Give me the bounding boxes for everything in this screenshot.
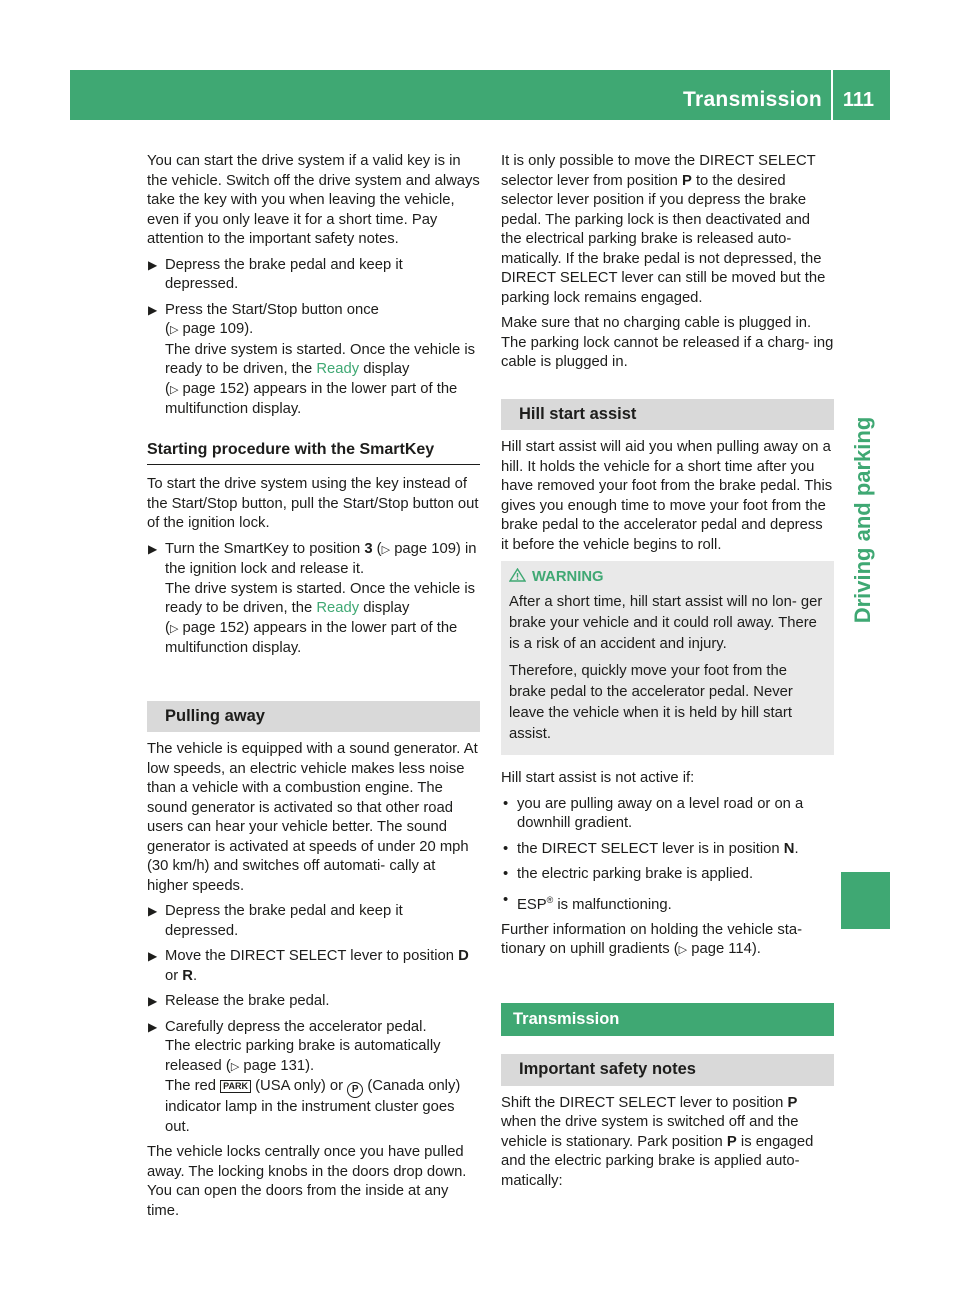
bullet-icon: • bbox=[503, 840, 509, 857]
selector-paragraph bbox=[501, 152, 834, 308]
ready-display-text: Ready bbox=[316, 600, 360, 616]
paragraph-text: It is only possible to move the DIRECT SELECT selector lever from position bbox=[501, 153, 816, 189]
list-item bbox=[501, 795, 834, 834]
safety-paragraph bbox=[501, 1094, 834, 1192]
step-text: The red bbox=[165, 1078, 216, 1094]
paragraph-text: is engaged and the electric parking brake is applied auto- matically: bbox=[501, 1133, 814, 1189]
registered-mark: ® bbox=[546, 894, 554, 905]
bullet-icon: • bbox=[503, 891, 509, 908]
page-reference[interactable]: page 152) appears in the lower part of the multifunction display. bbox=[165, 380, 458, 417]
page-ref-icon: ▷ bbox=[381, 543, 391, 556]
step-text: Carefully depress the accelerator pedal. bbox=[165, 1018, 427, 1035]
step-text: Release the brake pedal. bbox=[165, 993, 330, 1009]
list-item bbox=[501, 865, 834, 885]
paragraph-text: when the drive system is switched off and the vehicle is stationary. Park position bbox=[501, 1114, 799, 1150]
arrow-icon: ▶ bbox=[148, 994, 158, 1008]
step-text: or bbox=[165, 967, 179, 984]
arrow-icon: ▶ bbox=[148, 904, 158, 918]
list-item bbox=[501, 891, 834, 915]
parking-brake-indicator-icon: P bbox=[347, 1082, 363, 1098]
side-tab-marker bbox=[841, 872, 890, 929]
list-text: is malfunctioning. bbox=[557, 896, 672, 913]
step-text: Press the Start/Stop button once bbox=[165, 301, 379, 318]
intro-paragraph: You can start the drive system if a valid key is in the vehicle. Switch off the drive system and always take the key with you when leaving the vehicle, even if you only leave it for a short time. Pay attention to the important safety notes. bbox=[147, 153, 480, 247]
paragraph-text: to the desired selector lever position if you depress the brake pedal. The parking lock is then deactivated and the electrical parking brake is released auto- matically. If the brake pedal is not depressed, the DIRECT SELECT lever can still be moved but the parking lock remains engaged. bbox=[501, 172, 826, 306]
page-reference[interactable]: page 131). bbox=[243, 1057, 315, 1074]
page-reference[interactable]: page 109). bbox=[182, 321, 254, 337]
list-text: you are pulling away on a level road or on a downhill gradient. bbox=[517, 795, 804, 831]
warning-triangle-icon bbox=[509, 568, 526, 582]
list-text: the electric parking brake is applied. bbox=[517, 866, 754, 882]
page-reference[interactable]: page 152) appears in the lower part of the multifunction display. bbox=[165, 619, 458, 656]
list-text: the DIRECT SELECT lever is in position bbox=[517, 840, 780, 857]
page-ref-icon: ▷ bbox=[678, 944, 688, 957]
warning-label: WARNING bbox=[532, 569, 604, 585]
warning-text: Therefore, quickly move your foot from the brake pedal to the accelerator pedal. Never leave the vehicle when it is held by hill start assist. bbox=[509, 663, 793, 742]
step-text: (USA only) or bbox=[255, 1078, 344, 1094]
paragraph-text: Shift the DIRECT SELECT lever to position bbox=[501, 1094, 784, 1111]
arrow-icon: ▶ bbox=[148, 302, 158, 317]
page-ref-icon: ▷ bbox=[169, 383, 179, 396]
step-text: The drive system is started. Once the vehicle is ready to be driven, the bbox=[165, 580, 476, 616]
ready-display-text: Ready bbox=[316, 361, 360, 377]
step-text: Depress the brake pedal and keep it depressed. bbox=[165, 903, 403, 939]
bullet-icon: • bbox=[503, 866, 509, 882]
section-heading: Starting procedure with the SmartKey bbox=[147, 428, 480, 466]
page-reference[interactable]: page 114). bbox=[691, 941, 761, 958]
step-item bbox=[147, 902, 480, 941]
page-ref-icon: ▷ bbox=[169, 622, 179, 635]
arrow-icon: ▶ bbox=[148, 1019, 158, 1034]
page-number: 111 bbox=[842, 89, 874, 111]
closing-paragraph: The vehicle locks centrally once you have pulled away. The locking knobs in the doors drop down. You can open the doors from the inside at any time. bbox=[147, 1144, 467, 1219]
further-info-paragraph bbox=[501, 921, 834, 961]
section-heading: Pulling away bbox=[147, 701, 480, 733]
step-text: The electric parking brake is automatically released ( bbox=[165, 1038, 441, 1074]
list-text: ESP bbox=[517, 896, 547, 913]
page-ref-icon: ▷ bbox=[169, 324, 179, 336]
arrow-icon: ▶ bbox=[148, 949, 158, 963]
key-position: 3 bbox=[364, 540, 373, 557]
step-text: in the ignition lock and release it. bbox=[165, 540, 477, 577]
step-text: Move the DIRECT SELECT lever to position bbox=[165, 948, 454, 964]
step-text: display bbox=[363, 600, 410, 616]
chapter-title: Transmission bbox=[683, 88, 822, 111]
bullet-icon: • bbox=[503, 795, 509, 812]
step-item: ▶ Move the DIRECT SELECT lever to position D or R. bbox=[148, 948, 469, 984]
step-text: The drive system is started. Once the vehicle is ready to be driven, the bbox=[165, 341, 476, 377]
step-item: ▶ Turn the SmartKey to position 3 (▷ page 109) in the ignition lock and release it. The drive system is started. Once the vehicle is ready to be driven, the Ready display (▷ page 152) appears in the lower part of the multifunction display. bbox=[148, 540, 477, 656]
step-text: display bbox=[363, 361, 410, 377]
gear-position: N bbox=[783, 840, 795, 857]
step-text: Depress the brake pedal and keep it depressed. bbox=[165, 256, 403, 292]
page-reference[interactable]: page 109) bbox=[394, 540, 461, 557]
right-column bbox=[501, 152, 834, 1197]
list-item: • the DIRECT SELECT lever is in position N. bbox=[501, 840, 834, 860]
warning-title bbox=[509, 567, 826, 588]
hill-paragraph: Hill start assist will aid you when pulling away on a hill. It holds the vehicle for a short time after you have removed your foot from the brake pedal. This gives you enough time to move your foot from the brake pedal to the accelerator pedal and depress it before the vehicle begins to roll. bbox=[501, 439, 833, 553]
warning-box bbox=[501, 561, 834, 755]
gear-position: D bbox=[458, 948, 469, 964]
side-tab-label: Driving and parking bbox=[850, 416, 875, 624]
step-item bbox=[147, 256, 480, 295]
page-ref-icon: ▷ bbox=[230, 1060, 240, 1073]
step-item bbox=[147, 1018, 480, 1138]
step-text: (Canada only) indicator lamp in the instrument cluster goes out. bbox=[165, 1078, 461, 1135]
section-heading: Important safety notes bbox=[501, 1054, 834, 1086]
not-active-intro: Hill start assist is not active if: bbox=[501, 770, 695, 786]
park-indicator-icon: PARK bbox=[220, 1080, 251, 1093]
chapter-heading: Transmission bbox=[501, 1003, 834, 1037]
gear-position: P bbox=[681, 172, 692, 189]
pulling-paragraph: The vehicle is equipped with a sound generator. At low speeds, an electric vehicle makes less noise than a vehicle with a combustion engine. The sound generator is activated so that other road users can hear your vehicle better. The sound generator is activated at speeds of under 20 mph (30 km/h) and switches off automati- cally at higher speeds. bbox=[147, 741, 478, 894]
step-item: ▶ Press the Start/Stop button once (▷ page 109). The drive system is started. Once the vehicle is ready to be driven, the Ready display (▷ page 152) appears in the lower part of the multifunction display. bbox=[148, 301, 476, 417]
gear-position: P bbox=[787, 1094, 798, 1111]
left-column bbox=[147, 152, 480, 1227]
smartkey-paragraph: To start the drive system using the key instead of the Start/Stop button, pull the Start/Stop button out of the ignition lock. bbox=[147, 476, 479, 531]
charging-paragraph: Make sure that no charging cable is plugged in. The parking lock cannot be released if a charg- ing cable is plugged in. bbox=[501, 315, 834, 370]
step-item bbox=[147, 992, 480, 1012]
section-heading: Hill start assist bbox=[501, 399, 834, 431]
header-bar bbox=[70, 70, 890, 120]
gear-position: R bbox=[182, 967, 193, 984]
arrow-icon: ▶ bbox=[148, 541, 158, 556]
gear-position: P bbox=[726, 1133, 737, 1150]
paragraph-text: Further information on holding the vehicle sta- tionary on uphill gradients ( bbox=[501, 921, 803, 958]
arrow-icon: ▶ bbox=[148, 257, 158, 272]
header-divider bbox=[831, 70, 833, 120]
step-text: Turn the SmartKey to position bbox=[165, 540, 361, 557]
warning-text: After a short time, hill start assist will no lon- ger brake your vehicle and it could roll away. There is a risk of an accident and injury. bbox=[509, 594, 823, 652]
